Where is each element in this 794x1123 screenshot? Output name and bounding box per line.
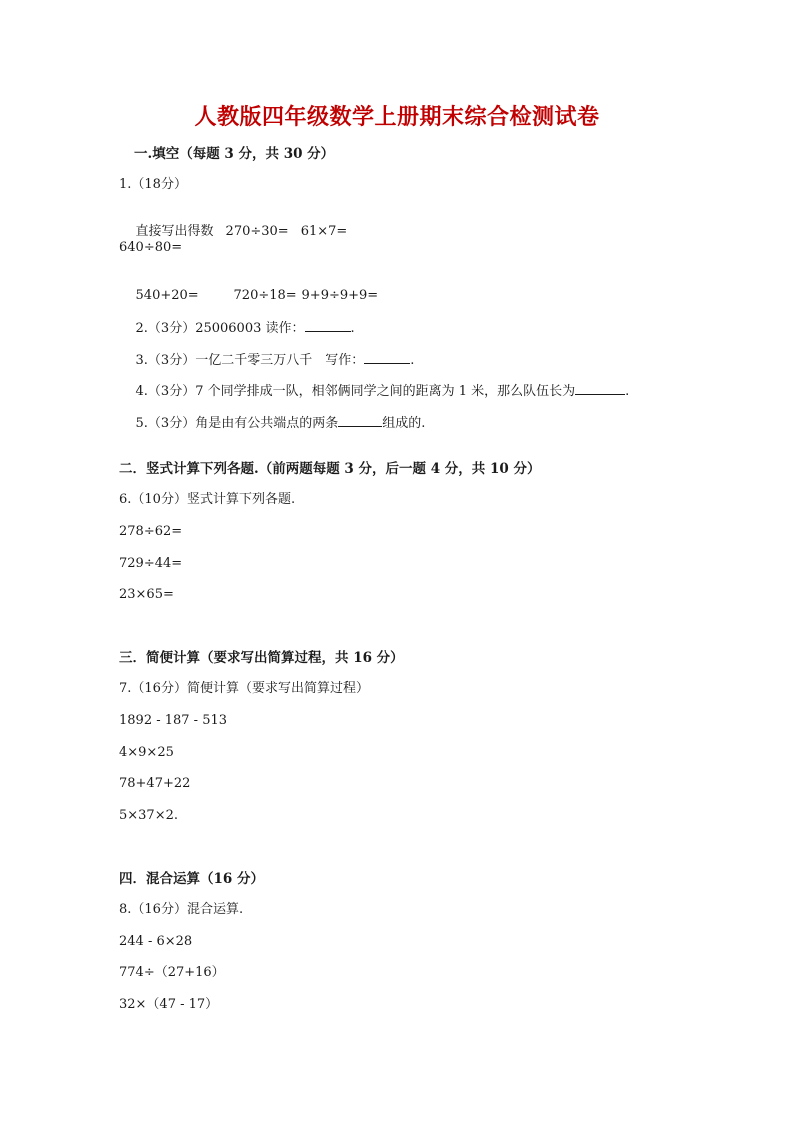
expression: 720÷18= bbox=[233, 288, 297, 303]
expression: 1892 - 187 - 513 bbox=[119, 713, 228, 728]
answer-blank bbox=[364, 351, 410, 364]
expression: 270÷30= bbox=[225, 224, 289, 239]
expression: 9+9÷9+9= bbox=[301, 288, 379, 303]
expression: 540+20= bbox=[135, 288, 199, 303]
expression: 32×（47 - 17） bbox=[119, 997, 219, 1012]
question-text: 3.（3分）一亿二千零三万八千 写作： bbox=[135, 353, 365, 368]
expression: 61×7= bbox=[300, 224, 348, 239]
question-text: . bbox=[410, 353, 415, 368]
section-heading-simplified-calc: 三．简便计算（要求写出简算过程，共 16 分） bbox=[119, 650, 404, 666]
expression: 729÷44= bbox=[119, 556, 183, 571]
section-heading-vertical-calc: 二．竖式计算下列各题.（前两题每题 3 分，后一题 4 分，共 10 分） bbox=[119, 461, 541, 477]
expression: 244 - 6×28 bbox=[119, 934, 193, 949]
question-text: 组成的. bbox=[382, 416, 426, 431]
question-text: 2.（3分）25006003 读作： bbox=[135, 321, 305, 336]
question-text: . bbox=[350, 321, 355, 336]
answer-blank bbox=[338, 414, 382, 427]
question-5 bbox=[119, 398, 425, 448]
expression: 640÷80= bbox=[119, 240, 183, 255]
direct-answer-label: 直接写出得数 bbox=[135, 224, 214, 239]
expression: 774÷（27+16） bbox=[119, 965, 225, 980]
expression: 5×37×2. bbox=[119, 808, 179, 823]
expression: 23×65= bbox=[119, 587, 174, 602]
question-6-header: 6.（10分）竖式计算下列各题. bbox=[119, 492, 296, 507]
question-text: 5.（3分）角是由有公共端点的两条 bbox=[135, 416, 339, 431]
question-text: . bbox=[625, 384, 630, 399]
question-7-header: 7.（16分）简便计算（要求写出简算过程） bbox=[119, 681, 369, 696]
question-text: 4.（3分）7 个同学排成一队，相邻俩同学之间的距离为 1 米，那么队伍长为 bbox=[135, 384, 576, 399]
page-title: 人教版四年级数学上册期末综合检测试卷 bbox=[194, 104, 600, 130]
expression: 4×9×25 bbox=[119, 745, 174, 760]
answer-blank bbox=[575, 382, 625, 395]
answer-blank bbox=[305, 319, 351, 332]
section-heading-fill-blank: 一.填空（每题 3 分，共 30 分） bbox=[134, 146, 335, 162]
question-8-header: 8.（16分）混合运算. bbox=[119, 902, 244, 917]
expression: 78+47+22 bbox=[119, 776, 191, 791]
section-heading-mixed-operations: 四．混合运算（16 分） bbox=[119, 871, 264, 887]
expression: 278÷62= bbox=[119, 524, 183, 539]
question-1-header: 1.（18分） bbox=[119, 177, 187, 192]
